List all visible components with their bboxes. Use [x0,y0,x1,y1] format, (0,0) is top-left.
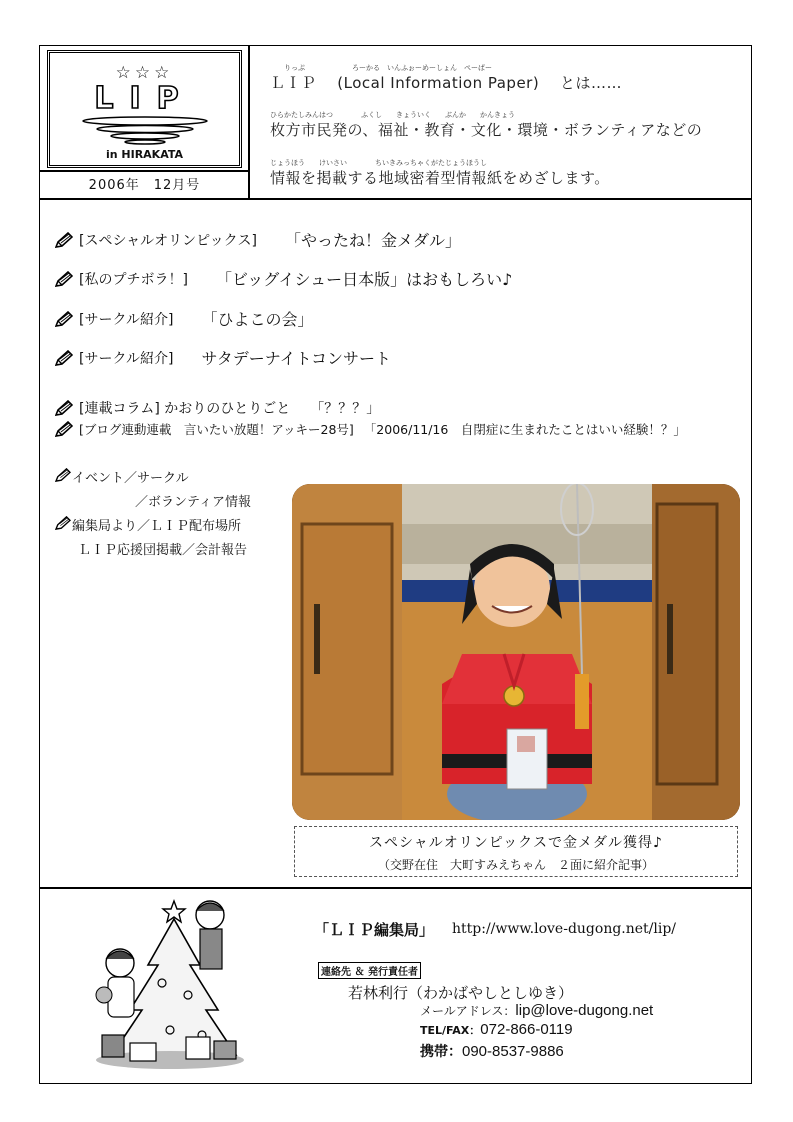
header-vertical-divider [248,45,250,198]
contents-item [55,346,391,369]
ruby-lip: りっぷ [284,64,305,72]
contents-item [55,228,461,251]
tel-label: TEL/FAX： [420,1024,481,1037]
contents-item [55,398,380,418]
mobile-row [420,1041,564,1061]
contents-item [55,307,314,330]
logo-date-divider [39,170,248,172]
photo-caption [294,826,738,877]
gold-medal-photo [292,484,740,820]
contents-tag: [サークル紹介] [79,350,174,367]
contents-title: 「？？？」 [310,401,381,417]
pencil-icon [55,468,71,482]
ruby-line-3: じょうほう けいさい ちいきみっちゃくがたじょうほうし [270,159,487,167]
intro-line-2: 枚方市民発の、福祉・教育・文化・環境・ボランティアなどの [270,121,703,139]
mail-label: メールアドレス： [420,1004,516,1018]
logo-swirl-icon [80,115,210,145]
contents-title: 「ひよこの会」 [201,310,314,329]
website-url[interactable]: http://www.love-dugong.net/lip/ [452,921,677,937]
tel-row [420,1021,573,1038]
pencil-icon [55,232,73,248]
ruby-local-info: ろーかる いんふぉーめーしょん ぺーぱー [352,64,492,72]
side-menu-editorial: 編集局より／ＬＩＰ配布場所 [72,519,242,534]
contents-title: 「2006/11/16 自閉症に生まれたことはいい経験！？」 [363,422,686,437]
pencil-icon [55,516,71,530]
pencil-icon [55,311,73,327]
editorial-office-label: 「ＬＩＰ編集局」 [314,921,435,939]
mail-row [420,1002,653,1019]
mail-address[interactable]: lip@love-dugong.net [515,1002,654,1019]
contents-item [55,267,512,290]
contents-tag: [私のプチボラ！] [79,271,188,288]
contact-name: 若林利行（わかばやしとしゆき） [348,984,574,1002]
contents-item [55,420,686,438]
pencil-icon [55,271,73,287]
pencil-icon [55,350,73,366]
issue-date: 2006年 12月号 [88,178,201,193]
pencil-icon [55,400,73,416]
contents-tag: [スペシャルオリンピックス] [79,232,257,249]
contents-tag: [サークル紹介] [79,311,174,328]
contents-title: 「やったね！金メダル」 [284,231,461,250]
logo-wordmark: LIP [94,81,195,116]
ruby-line-2: ひらかたしみんはつ ふくし きょういく ぶんか かんきょう [270,111,515,119]
contents-title: サタデーナイトコンサート [201,349,391,368]
intro-line-1: ＬＩＰ (Local Information Paper) とは…… [270,74,622,92]
side-menu-events: イベント／サークル [72,471,189,486]
mobile-number: 090-8537-9886 [462,1043,564,1060]
logo-stars: ☆☆☆ [115,63,174,83]
footer-divider [39,887,752,889]
contents-title: 「ビッグイシュー日本版」はおもしろい♪ [215,270,513,289]
caption-line-1: スペシャルオリンピックスで金メダル獲得♪ [369,835,663,851]
contents-tag: [ブログ連動連載 言いたい放題！アッキー28号] [79,422,354,437]
caption-line-2: （交野在住 大町すみえちゃん ２面に紹介記事） [377,858,654,872]
photo-scene [292,484,740,820]
side-menu-volunteer: ／ボランティア情報 [135,495,251,510]
side-menu-supporters: ＬＩＰ応援団掲載／会計報告 [78,543,248,558]
tel-number: 072-866-0119 [480,1021,573,1038]
contact-tag: 連絡先 ＆ 発行責任者 [318,962,421,979]
header-divider [39,198,752,200]
lip-logo [47,50,242,168]
pencil-icon [55,421,73,437]
contents-tag: [連載コラム] かおりのひとりごと [79,401,291,417]
christmas-tree-illustration [90,895,250,1073]
logo-subtitle: in HIRAKATA [105,148,184,161]
mobile-label: 携帯： [420,1044,462,1060]
intro-line-3: 情報を掲載する地域密着型情報紙をめざします。 [270,169,610,187]
